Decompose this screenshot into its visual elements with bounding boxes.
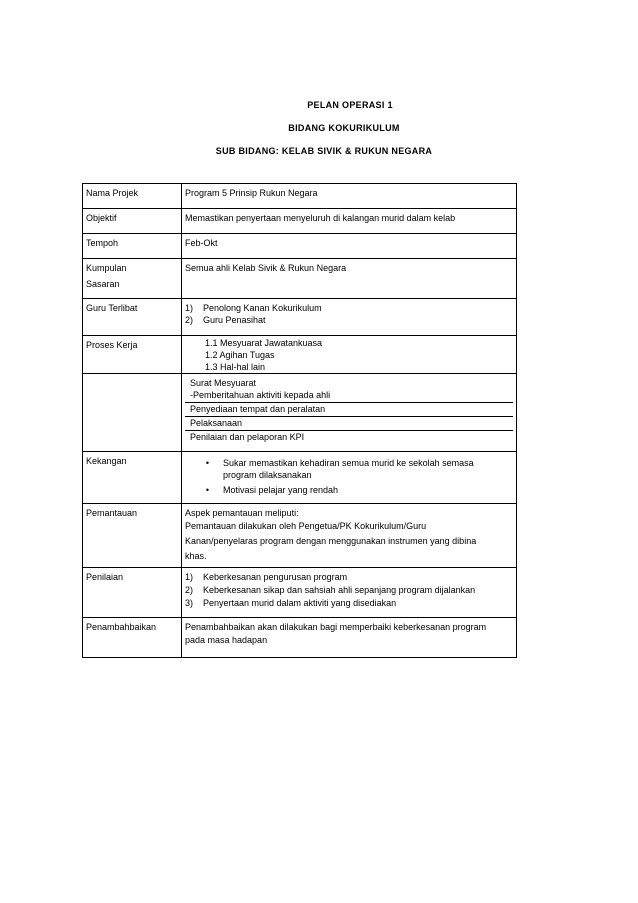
pemantauan-line-1: Aspek pemantauan meliputi: [185, 508, 299, 518]
row-nama-projek [83, 184, 517, 209]
label-proses-kerja: Proses Kerja [83, 336, 182, 374]
label-tempoh: Tempoh [83, 234, 182, 259]
label-kumpulan-sasaran [83, 259, 182, 299]
proses-step-4: Pelaksanaan [185, 416, 513, 430]
item-number: 1) [185, 303, 194, 313]
label-line-2: Sasaran [86, 279, 120, 289]
penambahbaikan-line-1: Penambahbaikan akan dilakukan bagi memperbaiki keberkesanan program [185, 622, 487, 632]
item-number: 3) [185, 598, 194, 608]
row-kumpulan-sasaran [83, 259, 517, 299]
proses-step-2 [185, 377, 513, 402]
subfield-title: SUB BIDANG: KELAB SIVIK & RUKUN NEGARA [215, 146, 433, 156]
pemantauan-line-2: Pemantauan dilakukan oleh Pengetua/PK Kokurikulum/Guru [185, 521, 427, 531]
field-title: BIDANG KOKURIKULUM [288, 123, 400, 133]
proses-sub-item: 1.2 Agihan Tugas [205, 350, 275, 360]
list-item [185, 484, 513, 496]
row-kekangan [83, 452, 517, 504]
document-header [0, 98, 638, 158]
plan-title: PELAN OPERASI 1 [307, 100, 393, 110]
pemantauan-line-4: khas. [185, 551, 207, 561]
item-text: Keberkesanan sikap dan sahsiah ahli sepanjang program dijalankan [203, 585, 476, 595]
list-item [185, 571, 513, 584]
label-objektif: Objektif [83, 209, 182, 234]
value-objektif: Memastikan penyertaan menyeluruh di kalangan murid dalam kelab [182, 209, 517, 234]
row-pemantauan [83, 504, 517, 568]
row-objektif [83, 209, 517, 234]
penilaian-list [185, 571, 513, 610]
value-penambahbaikan [182, 618, 517, 658]
label-guru-terlibat: Guru Terlibat [83, 299, 182, 336]
guru-list [185, 302, 513, 326]
proses-step-2-line-2: -Pemberitahuan aktiviti kepada ahli [190, 390, 331, 400]
list-item [185, 457, 513, 481]
value-kekangan [182, 452, 517, 504]
row-penilaian [83, 568, 517, 618]
list-item [185, 597, 513, 610]
row-guru-terlibat [83, 299, 517, 336]
label-penilaian: Penilaian [83, 568, 182, 618]
item-text: Penyertaan murid dalam aktiviti yang disediakan [203, 598, 397, 608]
item-number: 2) [185, 315, 194, 325]
item-number: 1) [185, 572, 194, 582]
value-guru-terlibat [182, 299, 517, 336]
plan-table [82, 183, 517, 658]
list-item [185, 314, 513, 326]
item-text: Keberkesanan pengurusan program [203, 572, 348, 582]
pemantauan-line-3: Kanan/penyelaras program dengan menggunakan instrumen yang dibina [185, 536, 477, 546]
label-kekangan: Kekangan [83, 452, 182, 504]
proses-step-3: Penyediaan tempat dan peralatan [185, 402, 513, 416]
item-text: Penolong Kanan Kokurikulum [203, 303, 322, 313]
proses-sub-item: 1.1 Mesyuarat Jawatankuasa [205, 338, 323, 348]
bullet-icon: • [205, 458, 209, 468]
bullet-icon: • [205, 485, 209, 495]
penambahbaikan-line-2: pada masa hadapan [185, 635, 268, 645]
value-kumpulan-sasaran: Semua ahli Kelab Sivik & Rukun Negara [182, 259, 517, 299]
item-text: Motivasi pelajar yang rendah [223, 485, 339, 495]
row-proses-kerja-1 [83, 336, 517, 374]
row-proses-kerja-2 [83, 374, 517, 452]
label-penambahbaikan: Penambahbaikan [83, 618, 182, 658]
value-tempoh: Feb-Okt [182, 234, 517, 259]
item-text: Guru Penasihat [203, 315, 266, 325]
value-proses-step-1 [182, 336, 517, 374]
label-pemantauan: Pemantauan [83, 504, 182, 568]
list-item [185, 584, 513, 597]
value-proses-steps [182, 374, 517, 452]
label-nama-projek: Nama Projek [83, 184, 182, 209]
item-number: 2) [185, 585, 194, 595]
proses-step-2-line-1: Surat Mesyuarat [190, 378, 257, 388]
row-tempoh [83, 234, 517, 259]
value-nama-projek: Program 5 Prinsip Rukun Negara [182, 184, 517, 209]
list-item [185, 302, 513, 314]
value-penilaian [182, 568, 517, 618]
row-penambahbaikan [83, 618, 517, 658]
item-text: Sukar memastikan kehadiran semua murid ke sekolah semasa program dilaksanakan [223, 458, 474, 480]
value-pemantauan [182, 504, 517, 568]
label-line-1: Kumpulan [86, 263, 127, 273]
label-proses-empty [83, 374, 182, 452]
proses-step-5: Penilaian dan pelaporan KPI [185, 430, 513, 447]
kekangan-list [185, 457, 513, 496]
proses-sub-item: 1.3 Hal-hal lain [205, 362, 266, 372]
